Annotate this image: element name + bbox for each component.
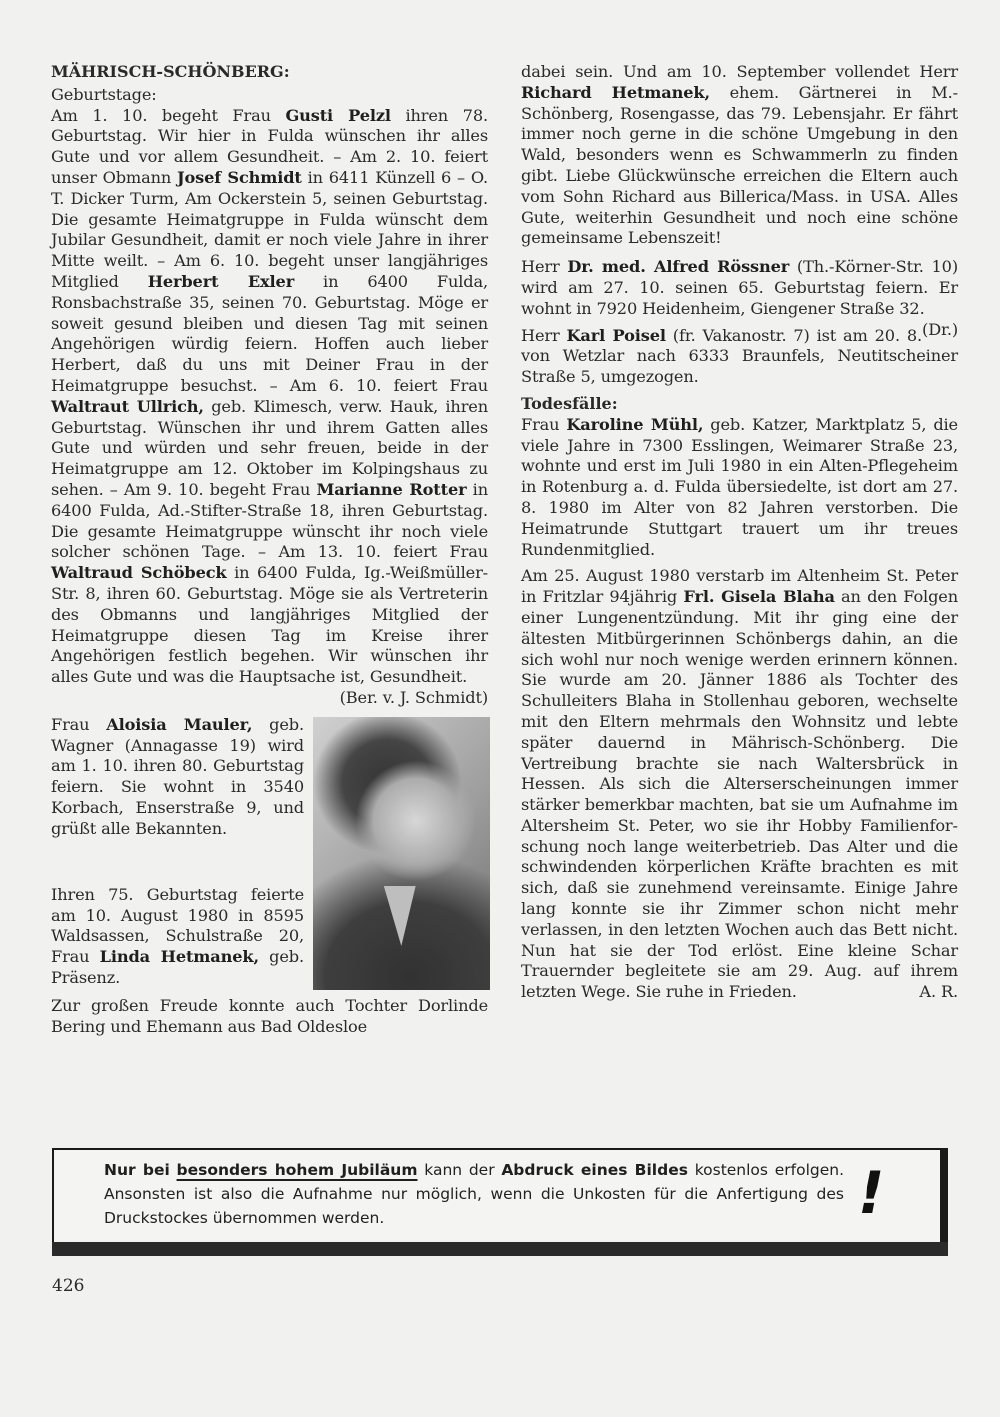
deaths-heading: Todesfälle:: [521, 393, 618, 413]
exclamation-mark-icon: !: [858, 1159, 885, 1227]
notice-box: [52, 1148, 948, 1254]
hetmanek-continuation: Zur großen Freude konnte auch Tochter Dorlinde Bering und Ehemann aus Bad Oldesloe: [51, 995, 488, 1036]
notice-underlined: besonders hohem Jubiläum: [176, 1161, 418, 1179]
roessner-signature: (Dr.): [922, 319, 958, 339]
right-column: [521, 62, 958, 1003]
mauler-text: [51, 715, 304, 840]
page-number: 426: [52, 1276, 85, 1296]
poisel-paragraph: Herr Karl Poisel (fr. Vakanostr. 7) ist am 20. 8. von Wetzlar nach 6333 Braunfels, Neutitscheiner Straße 5, umgezogen.: [521, 325, 958, 387]
bold-name: Herbert Exler: [147, 271, 295, 291]
notice-text: [104, 1158, 844, 1230]
bold-name: Frl. Gisela Blaha: [683, 587, 835, 607]
bold-name: Waltraut Ullrich,: [51, 396, 204, 416]
notice-text-3: kostenlos erfolgen. Ansonsten ist also die Aufnahme nur möglich, wenn die Unkosten für die Anfertigung des Druckstockes übernommen werden.: [104, 1161, 845, 1227]
bold-name: Waltraud Schöbeck: [51, 563, 227, 583]
birthdays-subheading: Geburtstage:: [51, 84, 157, 104]
blaha-text: Am 25. August 1980 verstarb im Altenheim St. Peter in Fritzlar 94jährig Frl. Gisela Blaha an den Folgen einer Lungenentzündung. Mit ihr ging eine der ältesten Mitbürgerinnen Schönbergs dahin, an die sich wohl nur noch wenige werden erinnern können. Sie wurde am 20. Jänner 1886 als Tochter des Schulleiters Blaha in Stollenhau geboren, wechselte mit den Eltern mehrmals den Wohnsitz und lebte später dauernd in Mährisch-Schönberg. Die Vertreibung brachte sie nach Waltersbrück in Hessen. Als sich die Alterserscheinungen immer stärker bemerkbar machten, bat sie um Aufnahme im Altersheim St. Peter, wo sie ihr Hobby Familienforschung noch lange weiterbetrieb. Das Alter und die schwindenden körperlichen Kräfte brachten es mit sich, daß sie zunehmend vereinsamte. Einige Jahre lang konnte sie ihr Zimmer schon nicht mehr verlassen, in den letzten Wochen auch das Bett nicht. Nun hat sie der Tod erlöst. Eine kleine Schar Trauernder begleitete sie am 29. Aug. auf ihrem letzten Wege. Sie ruhe in Frieden.: [521, 566, 958, 1002]
left-column: [51, 62, 488, 1037]
notice-shadow-bar: [52, 1242, 948, 1256]
linda-hetmanek-paragraph: Ihren 75. Geburtstag feierte am 10. August 1980 in 8595 Waldsassen, Schulstraße 20, Frau Linda Hetmanek, geb. Präsenz.: [51, 884, 304, 987]
hetmanek-text: [51, 885, 304, 989]
portrait-photo: [313, 717, 490, 990]
notice-bold-1: Nur bei: [104, 1161, 170, 1179]
bold-name: Karl Poisel: [566, 325, 666, 345]
blaha-paragraph: [521, 566, 958, 1003]
bold-name: Gusti Pelzl: [285, 105, 391, 125]
birthdays-paragraph: Am 1. 10. begeht Frau Gusti Pelzl ihren 78. Geburtstag. Wir hier in Fulda wünschen ihr alles Gute und vor allem Gesundheit. – Am 2. 10. feiert unser Obmann Josef Schmidt in 6411 Künzell 6 – O. T. Dicker Turm, Am Ockerstein 5, seinen Geburtstag. Die gesamte Heimatgruppe in Fulda wünscht dem Jubilar Gesundheit, damit er noch viele Jahre in ihrer Mitte weilt. – Am 6. 10. begeht unser langjähriges Mitglied Herbert Exler in 6400 Fulda, Ronsbachstraße 35, seinen 70. Geburtstag. Möge er soweit gesund bleiben und diesen Tag mit seinen Angehörigen würdig feiern. Hoffen auch lieber Herbert, daß du uns mit Deiner Frau in der Heimatgruppe besuchst. – Am 6. 10. feiert Frau Waltraut Ullrich, geb. Klimesch, verw. Hauk, ihren Geburtstag. Wünschen ihr und ihrem Gatten alles Gute und würden und sehr freuen, beide in der Heimatgruppe am 12. Oktober im Kolpingshaus zu sehen. – Am 9. 10. begeht Frau Marianne Rotter in 6400 Fulda, Ad.-Stifter-Straße 18, ihren Geburtstag. Die gesamte Heimatgruppe wünscht ihr noch viele solcher schönen Tage. – Am 13. 10. feiert Frau Waltraud Schöbeck in 6400 Fulda, Ig.-Weißmüller-Str. 8, ihren 60. Geburtstag. Möge sie als Vertreterin des Obmanns und langjähriges Mitglied der Heimatgruppe diesen Tag im Kreise ihrer Angehörigen festlich begehen. Wir wünschen ihr alles Gute und was die Hauptsache ist, Gesundheit.: [51, 105, 489, 687]
bold-name: Josef Schmidt: [177, 167, 302, 187]
bold-name: Karoline Mühl,: [566, 414, 704, 434]
blaha-signature: A. R.: [919, 982, 958, 1002]
bold-name: Richard Hetmanek,: [521, 82, 710, 102]
notice-bold-2: Abdruck eines Bildes: [501, 1161, 688, 1179]
muehl-paragraph: Frau Karoline Mühl, geb. Katzer, Marktplatz 5, die viele Jahre in 7300 Esslingen, Weimarer Straße 23, wohnte und erst im Juli 1980 in ein Alten-Pflegeheim in Rotenburg a. d. Fulda übersiedelte, ist dort am 27. 8. 1980 im Alter von 82 Jahren verstorben. Die Heimatrunde Stuttgart trauert um ihr treues Rundenmitglied.: [521, 414, 958, 559]
bold-name: Dr. med. Alfred Rössner: [567, 257, 790, 277]
notice-text-2: kann der: [417, 1161, 502, 1179]
richard-hetmanek-paragraph: dabei sein. Und am 10. September vollendet Herr Richard Hetmanek, ehem. Gärtnerei in M.-Schönberg, Rosengasse, das 79. Lebensjahr. Er fährt immer noch gerne in die schöne Umgebung in den Wald, besonders wenn es Schwammerln zu finden gibt. Liebe Glückwünsche erreichen die Eltern auch vom Sohn Richard aus Billerica/Mass. in USA. Alles Gute, weiterhin Gesundheit und noch eine schöne gemeinsame Lebenszeit!: [521, 62, 958, 248]
bold-name: Aloisia Mauler,: [106, 714, 253, 734]
mauler-paragraph: Frau Aloisia Mauler, geb. Wagner (Annagasse 19) wird am 1. 10. ihren 80. Geburtstag feiern. Sie wohnt in 3540 Korbach, Enserstraße 9, und grüßt alle Bekannten.: [51, 714, 304, 838]
section-heading: MÄHRISCH-SCHÖNBERG:: [51, 62, 290, 81]
bold-name: Linda Hetmanek,: [99, 947, 259, 967]
mauler-hetmanek-block: [51, 715, 488, 1000]
roessner-text: Herr Dr. med. Alfred Rössner (Th.-Körner-Str. 10) wird am 27. 10. seinen 65. Geburtstag feiern. Er wohnt in 7920 Heidenheim, Giengener Straße 32.: [521, 257, 958, 318]
bold-name: Marianne Rotter: [316, 479, 467, 499]
report-signature: (Ber. v. J. Schmidt): [339, 687, 488, 707]
